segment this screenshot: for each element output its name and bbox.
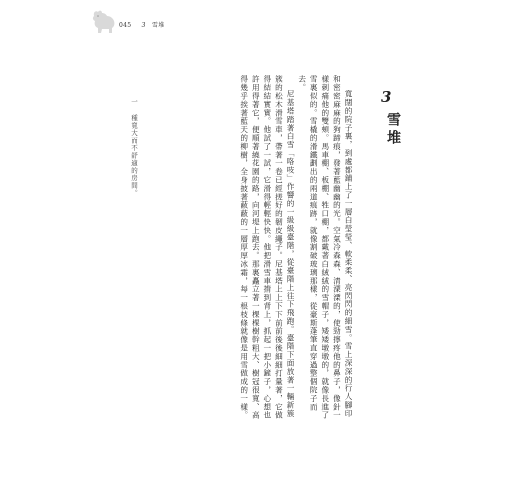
header-chapter-title: 雪堆	[151, 22, 165, 29]
paragraph: 寬闊的院子裏，到處都鋪上了一層白瑩瑩、軟柔柔、亮閃閃的細雪。雪上深深的行人腳印和密密麻麻的狗蹄痕，發著藍幽幽的光。空氣冷森森、清溧溧的，使勁擰疼他的鼻子，像針一樣刺痛他的雙頰。馬車棚、板棚、牲口棚，都戴著白絨絨的雪帽子，矮矮墩墩的，就像長進了雪裏似的。雪橇的滑鐵劃出的兩道痕跡，就像割破玻璃那樣，從豪斯蓬筆直穿過整個院子而去。	[297, 75, 353, 420]
chapter-title: 雪堆	[385, 112, 401, 148]
header-chapter-number: 3	[141, 22, 146, 29]
dog-icon	[88, 8, 118, 34]
chapter-number: 3	[381, 88, 392, 106]
running-header	[119, 20, 165, 29]
paragraph: 尼基塔踏著白雪「咯吱」作響的一級級臺階，從臺階上往下飛跑。臺階下面放著一輛新簇簇的松木滑雪車，帶著一卷已經搓好的韌皮繩子。尼基塔上上下下前前後後細細打量著，它做得結結實實。他試了一試，它滑得輕輕快快。他把滑雪車揹到背上，抓起一把小鏟子，心想也許用得著它，便順著繞花園的路，向河堤上跑去。那裏矗立著一棵棵樹幹粗大、樹冠很寬、高得幾乎挨著藍天的柳樹，全身披著蔽蔽的一層厚厚冰霜，每一根枝條就像是用雪做成的一樣。	[239, 75, 296, 420]
chapter-body	[184, 75, 354, 420]
footnote: 一 種寬大而不舒適的房間。	[130, 98, 138, 197]
page-number: 045	[119, 22, 132, 29]
